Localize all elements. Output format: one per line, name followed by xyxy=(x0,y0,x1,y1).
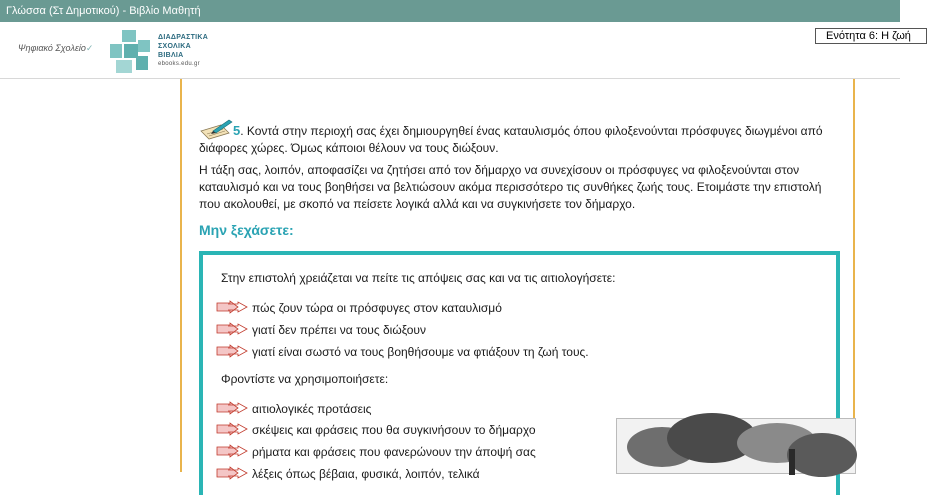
list-item xyxy=(216,400,371,418)
list-item-text: γιατί είναι σωστό να τους βοηθήσουμε να φτιάξουν τη ζωή τους. xyxy=(252,345,589,359)
reminder-heading: Μην ξεχάσετε: xyxy=(199,222,294,238)
list-item-text: ρήματα και φράσεις που φανερώνουν την άποψή σας xyxy=(252,445,536,459)
window-title: Γλώσσα (Στ Δημοτικού) - Βιβλίο Μαθητή xyxy=(6,5,201,17)
exercise-paragraph xyxy=(199,119,839,157)
arrow-bullet-icon xyxy=(216,445,248,457)
book-page xyxy=(180,79,855,481)
arrow-bullet-icon xyxy=(216,301,248,313)
psifiako-scholeio-logo[interactable] xyxy=(18,43,93,54)
logo-site: ebooks.edu.gr xyxy=(158,61,200,67)
list-item-text: αιτιολογικές προτάσεις xyxy=(252,402,372,416)
app-header xyxy=(0,22,911,79)
reminder-intro: Στην επιστολή χρειάζεται να πείτε τις απόψεις σας και να τις αιτιολογήσετε: xyxy=(221,271,616,285)
reminder-intro-2: Φροντίστε να χρησιμοποιήσετε: xyxy=(221,372,389,386)
arrow-bullet-icon xyxy=(216,323,248,335)
arrow-bullet-icon xyxy=(216,402,248,414)
list-item xyxy=(216,299,502,317)
psifiako-label: Ψηφιακό Σχολείο xyxy=(18,43,86,53)
ebooks-logo-icon[interactable] xyxy=(110,30,150,74)
arrow-bullet-icon xyxy=(216,345,248,357)
exercise-number: 5 xyxy=(233,123,241,138)
ebooks-logo-text xyxy=(158,33,208,69)
arrow-bullet-icon xyxy=(216,423,248,435)
smoke-photo xyxy=(616,418,856,474)
window-titlebar xyxy=(0,0,900,22)
list-item-text: λέξεις όπως βέβαια, φυσικά, λοιπόν, τελικά xyxy=(252,467,480,481)
unit-selector[interactable]: Ενότητα 6: Η ζωή xyxy=(815,28,927,44)
logo-line: ΔΙΑΔΡΑΣΤΙΚΑ xyxy=(158,34,209,41)
logo-mark-icon: ✓ xyxy=(85,43,94,53)
exercise-text: . Κοντά στην περιοχή σας έχει δημιουργηθεί ένας καταυλισμός όπου φιλοξενούνται πρόσφυγες διωγμένοι από διάφορες χώρες. Όμως κάποιοι θέλουν να τους διώξουν. xyxy=(199,124,823,155)
exercise-paragraph-2: Η τάξη σας, λοιπόν, αποφασίζει να ζητήσει από τον δήμαρχο να συνεχίσουν οι πρόσφυγες να φιλοξενούνται στον καταυλισμό και να τους βοηθήσει να βελτιώσουν ακόμα περισσότερο τις συνθήκες ζωής τους. Ετοιμάστε την επιστολή που ακολουθεί, με σκοπό να πείσετε λογικά αλλά και να συγκινήσετε τον δήμαρχο. xyxy=(199,163,822,211)
list-item xyxy=(216,321,426,339)
list-item xyxy=(216,343,589,361)
list-item-text: σκέψεις και φράσεις που θα συγκινήσουν το δήμαρχο xyxy=(252,423,536,437)
left-margin xyxy=(0,79,178,472)
list-item-text: γιατί δεν πρέπει να τους διώξουν xyxy=(252,323,426,337)
list-item xyxy=(216,465,480,483)
pencil-paper-icon xyxy=(199,119,233,139)
list-item-text: πώς ζουν τώρα οι πρόσφυγες στον καταυλισμό xyxy=(252,301,502,315)
list-item xyxy=(216,443,536,461)
list-item xyxy=(216,421,536,439)
arrow-bullet-icon xyxy=(216,467,248,479)
logo-line: ΒΙΒΛΙΑ xyxy=(158,52,184,59)
logo-line: ΣΧΟΛΙΚΑ xyxy=(158,43,191,50)
chimney xyxy=(789,449,795,475)
